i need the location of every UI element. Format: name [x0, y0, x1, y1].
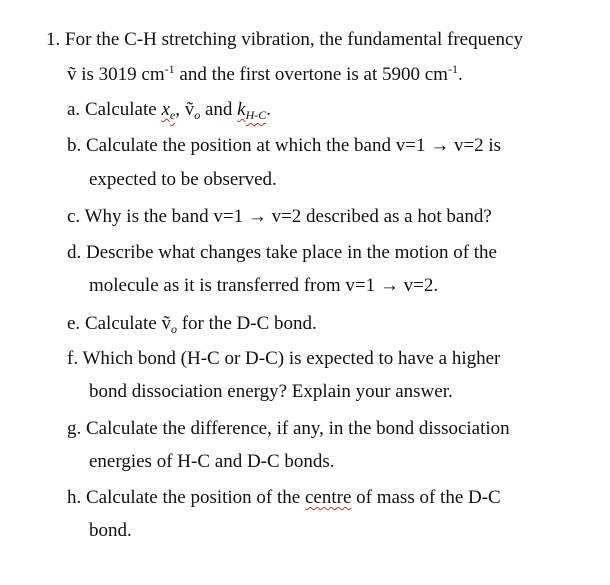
part-e	[67, 313, 317, 340]
symbol-nu-e: ṽ	[161, 313, 171, 334]
part-h-line2: bond.	[89, 520, 132, 541]
part-g-line1: Calculate the difference, if any, in the bond dissociation	[86, 418, 510, 439]
part-e-text-a: Calculate	[84, 313, 162, 334]
period: .	[266, 99, 271, 120]
question-number: 1.	[46, 29, 61, 50]
and-text: and	[200, 99, 238, 120]
part-d-line2: molecule as it is transferred from v=1 → v=2.	[89, 275, 439, 296]
part-g-label: g.	[67, 418, 82, 439]
part-e-text-b: for the D-C bond.	[176, 313, 317, 334]
part-c-line1: Why is the band v=1 → v=2 described as a hot band?	[84, 206, 492, 227]
part-g	[67, 418, 510, 440]
part-c	[67, 206, 492, 228]
unit-exponent-2: -1	[447, 62, 458, 76]
spellcheck-word: centre	[304, 487, 352, 508]
part-d	[67, 242, 497, 264]
part-f-line2: bond dissociation energy? Explain your answer.	[89, 381, 453, 402]
intro-text-a: ṽ is 3019 cm	[67, 64, 165, 85]
question-intro-line1: For the C-H stretching vibration, the fundamental frequency	[65, 29, 523, 50]
question-line-2	[67, 64, 463, 86]
symbol-k: k	[237, 99, 246, 120]
part-h	[67, 487, 501, 509]
part-d-label: d.	[67, 242, 82, 263]
part-f-line1: Which bond (H-C or D-C) is expected to have a higher	[82, 348, 501, 369]
intro-text-c: .	[457, 64, 463, 85]
part-f-label: f.	[67, 348, 79, 369]
symbol-x: x	[161, 99, 170, 120]
part-g-line2: energies of H-C and D-C bonds.	[89, 451, 335, 472]
part-f	[67, 348, 500, 370]
part-h-label: h.	[67, 487, 82, 508]
part-h-text-b: of mass of the D-C	[351, 487, 501, 508]
part-d-line1: Describe what changes take place in the motion of the	[86, 242, 497, 263]
symbol-nu-sub: o	[194, 108, 201, 122]
question-line-1	[46, 29, 523, 51]
part-a	[67, 99, 271, 126]
comma: ,	[175, 99, 185, 120]
part-b-label: b.	[67, 135, 82, 156]
part-e-label: e.	[67, 313, 81, 334]
part-b-line2: expected to be observed.	[89, 169, 277, 190]
symbol-nu-e-sub: o	[170, 322, 177, 336]
part-a-text: Calculate	[84, 99, 162, 120]
part-a-label: a.	[67, 99, 81, 120]
unit-exponent-1: -1	[164, 62, 175, 76]
symbol-k-sub: H-C	[245, 108, 267, 122]
part-c-label: c.	[67, 206, 81, 227]
part-h-text-a: Calculate the position of the	[86, 487, 305, 508]
part-b	[67, 135, 501, 157]
part-b-line1: Calculate the position at which the band v=1 → v=2 is	[86, 135, 502, 156]
symbol-x-sub: e	[169, 108, 176, 122]
symbol-nu: ṽ	[184, 99, 195, 120]
intro-text-b: and the first overtone is at 5900 cm	[174, 64, 448, 85]
